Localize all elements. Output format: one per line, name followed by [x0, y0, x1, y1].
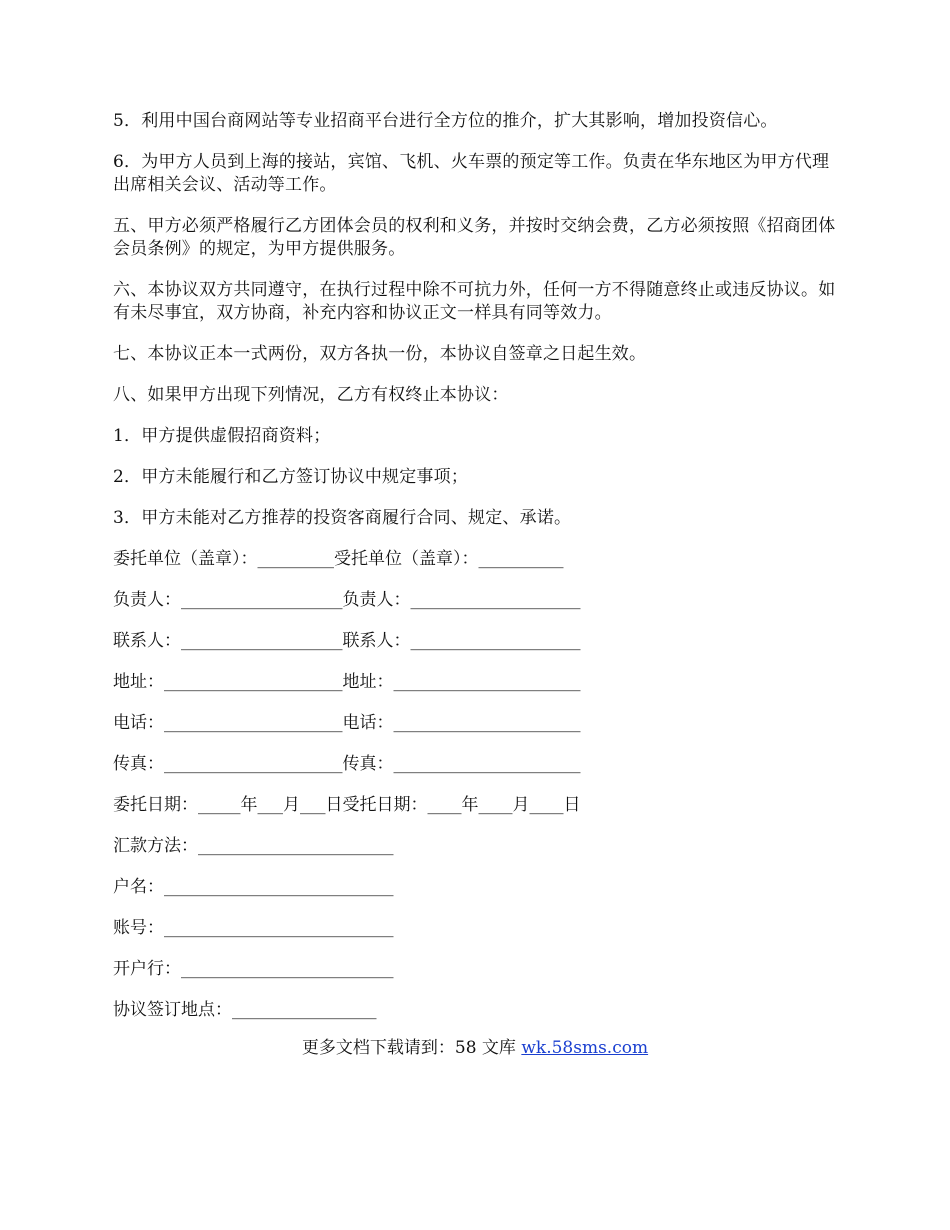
signature-field-address: 地址：_____________________地址：______________________	[113, 672, 581, 692]
account-name-field: 户名：___________________________	[113, 877, 394, 897]
termination-condition-2: 2．甲方未能履行和乙方签订协议中规定事项；	[113, 467, 469, 487]
termination-condition-1: 1．甲方提供虚假招商资料；	[113, 426, 331, 446]
paragraph-clause-8: 八、如果甲方出现下列情况，乙方有权终止本协议：	[113, 385, 509, 405]
signature-field-dates: 委托日期：_____年___月___日受托日期：____年____月____日	[113, 795, 581, 815]
paragraph-clause-6: 六、本协议双方共同遵守，在执行过程中除不可抗力外，任何一方不得随意终止或违反协议。如有未尽事宜，双方协商，补充内容和协议正文一样具有同等效力。	[113, 280, 836, 323]
signature-field-fax: 传真：_____________________传真：______________________	[113, 754, 581, 774]
paragraph-item-6: 6．为甲方人员到上海的接站，宾馆、飞机、火车票的预定等工作。负责在华东地区为甲方代理出席相关会议、活动等工作。	[113, 152, 830, 195]
account-number-field: 账号：___________________________	[113, 918, 394, 938]
payment-method-field: 汇款方法：_______________________	[113, 836, 394, 856]
footer-link[interactable]: wk.58sms.com	[521, 1038, 649, 1058]
page-footer	[0, 1037, 950, 1060]
bank-field: 开户行：_________________________	[113, 959, 394, 979]
signature-field-units: 委托单位（盖章）：_________受托单位（盖章）：__________	[113, 549, 564, 569]
signature-field-contact: 联系人：___________________联系人：____________________	[113, 631, 581, 651]
signature-field-phone: 电话：_____________________电话：______________________	[113, 713, 581, 733]
paragraph-clause-7: 七、本协议正本一式两份，双方各执一份，本协议自签章之日起生效。	[113, 344, 647, 364]
document-body	[113, 110, 841, 1040]
paragraph-clause-5: 五、甲方必须严格履行乙方团体会员的权利和义务，并按时交纳会费，乙方必须按照《招商团体会员条例》的规定，为甲方提供服务。	[113, 216, 836, 259]
termination-condition-3: 3．甲方未能对乙方推荐的投资客商履行合同、规定、承诺。	[113, 508, 572, 528]
signature-field-person-in-charge: 负责人：___________________负责人：____________________	[113, 590, 581, 610]
signing-location-field: 协议签订地点：_________________	[113, 1000, 377, 1020]
footer-text: 更多文档下载请到：58 文库	[301, 1038, 522, 1058]
paragraph-item-5: 5．利用中国台商网站等专业招商平台进行全方位的推介，扩大其影响，增加投资信心。	[113, 111, 778, 131]
